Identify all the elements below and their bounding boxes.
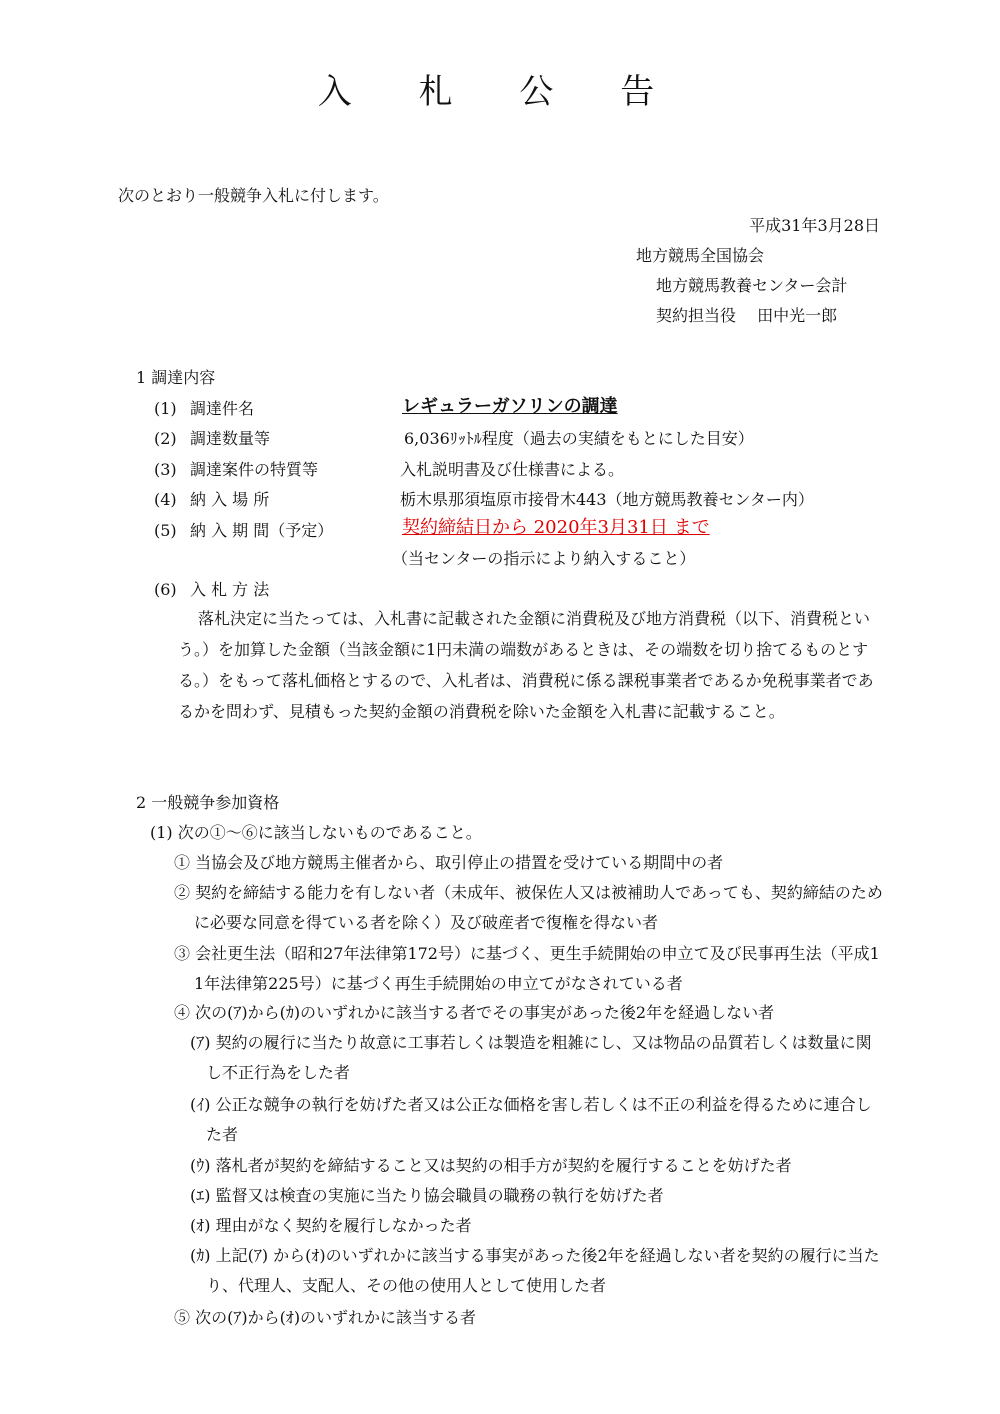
condition-2 [174, 878, 886, 938]
item-number: (1) [154, 399, 177, 418]
page-title: 入 札 公 告 [317, 72, 683, 112]
item-number: (3) [154, 460, 177, 479]
condition-4-u: (ｳ) 落札者が契約を締結すること又は契約の相手方が契約を履行することを妨げた者 [190, 1156, 792, 1175]
condition-4-a-text: (ｱ) 契約の履行に当たり故意に工事若しくは製造を粗雑にし、又は物品の品質若しくは数量に関し不正行為をした者 [190, 1033, 872, 1082]
issuer-dept: 地方競馬教養センター会計 [656, 276, 848, 295]
item-label: 入 札 方 法 [190, 580, 270, 599]
item-label: 納 入 期 間（予定） [190, 521, 334, 540]
item-label: 調達案件の特質等 [190, 460, 319, 479]
item-number: (2) [154, 429, 177, 448]
condition-4-ka-text: (ｶ) 上記(ｱ) から(ｵ)のいずれかに該当する事実があった後2年を経過しない者を契約の履行に当たり、代理人、支配人、その他の使用人として使用した者 [190, 1246, 880, 1295]
item-label: 調達件名 [190, 399, 255, 418]
condition-4: ④ 次の(ｱ)から(ｶ)のいずれかに該当する者でその事実があった後2年を経過しない者 [174, 1003, 775, 1022]
condition-4-e: (ｴ) 監督又は検査の実施に当たり協会職員の職務の執行を妨げた者 [190, 1186, 664, 1205]
condition-4-o: (ｵ) 理由がなく契約を履行しなかった者 [190, 1216, 472, 1235]
condition-4-i [190, 1090, 886, 1150]
section1-heading: 1 調達内容 [136, 368, 216, 387]
item-value-subject: レギュラーガソリンの調達 [402, 396, 618, 417]
item-number: (6) [154, 580, 177, 599]
condition-4-a [190, 1028, 886, 1088]
condition-3-text: ③ 会社更生法（昭和27年法律第172号）に基づく、更生手続開始の申立て及び民事再生法（平成11年法律第225号）に基づく再生手続開始の申立てがなされている者 [174, 944, 880, 993]
notice-date: 平成31年3月28日 [749, 216, 880, 235]
sub-clause: (1) 次の①～⑥に該当しないものであること。 [150, 823, 482, 842]
condition-2-text: ② 契約を締結する能力を有しない者（未成年、被保佐人又は被補助人であっても、契約締結のために必要な同意を得ている者を除く）及び破産者で復権を得ない者 [174, 883, 883, 932]
issuer-org: 地方競馬全国協会 [636, 246, 765, 265]
condition-3 [174, 939, 886, 999]
intro-text: 次のとおり一般競争入札に付します。 [118, 186, 389, 205]
item-label: 納 入 場 所 [190, 490, 270, 509]
section2-heading: 2 一般競争参加資格 [136, 793, 280, 812]
item-number: (5) [154, 521, 177, 540]
item-label: 調達数量等 [190, 429, 271, 448]
item-value-characteristics: 入札説明書及び仕様書による。 [400, 460, 625, 479]
condition-4-ka [190, 1241, 886, 1301]
condition-5: ⑤ 次の(ｱ)から(ｵ)のいずれかに該当する者 [174, 1308, 477, 1327]
item-number: (4) [154, 490, 177, 509]
issuer-role: 契約担当役 田中光一郎 [656, 306, 838, 325]
condition-4-i-text: (ｲ) 公正な競争の執行を妨げた者又は公正な価格を害し若しくは不正の利益を得るために連合した者 [190, 1095, 872, 1144]
item-value-quantity: 6,036ﾘｯﾄﾙ程度（過去の実績をもとにした目安） [404, 429, 754, 448]
item-value-delivery-place: 栃木県那須塩原市接骨木443（地方競馬教養センター内） [400, 490, 814, 509]
condition-1: ① 当協会及び地方競馬主催者から、取引停止の措置を受けている期間中の者 [174, 853, 724, 872]
bid-method-paragraph: 落札決定に当たっては、入札書に記載された金額に消費税及び地方消費税（以下、消費税という。）を加算した金額（当該金額に1円未満の端数があるときは、その端数を切り捨てるものとする。）をもって落札価格とするので、入札者は、消費税に係る課税事業者であるか免税事業者であるかを問わず、見積もった契約金額の消費税を除いた金額を入札書に記載すること。 [178, 609, 874, 721]
item-value-delivery-period: 契約締結日から 2020年3月31日 まで [402, 517, 710, 538]
item-note: （当センターの指示により納入すること） [392, 549, 696, 568]
